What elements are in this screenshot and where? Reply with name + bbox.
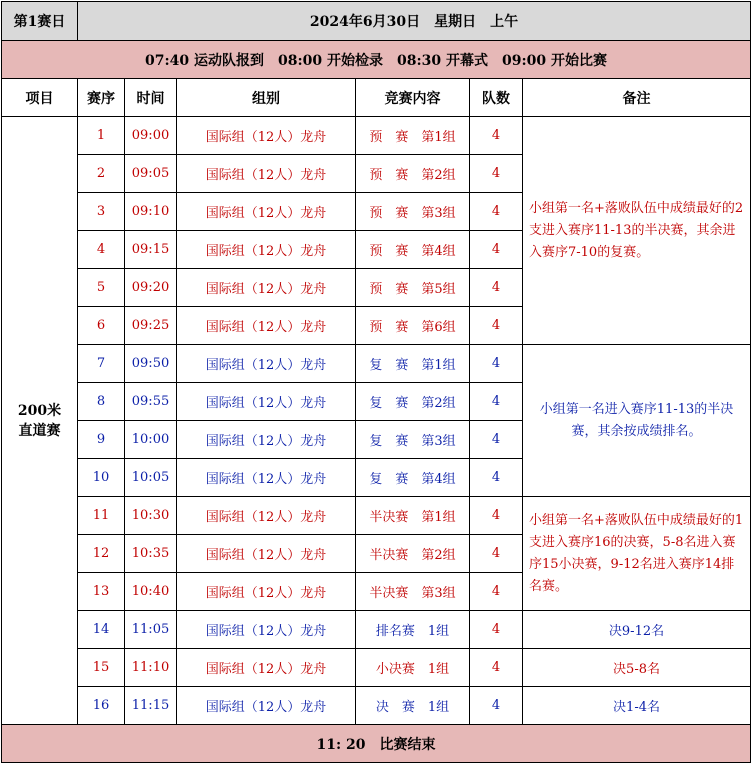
- seq-cell: 16: [78, 687, 125, 725]
- time-cell: 11:05: [125, 611, 177, 649]
- table-row: [2, 345, 751, 383]
- seq-cell: 4: [78, 231, 125, 269]
- day-label: 第1赛日: [2, 2, 78, 41]
- seq-cell: 15: [78, 649, 125, 687]
- seq-cell: 6: [78, 307, 125, 345]
- seq-cell: 9: [78, 421, 125, 459]
- seq-cell: 10: [78, 459, 125, 497]
- content-cell: 预 赛 第2组: [356, 155, 470, 193]
- group-cell: 国际组（12人）龙舟: [177, 687, 356, 725]
- table-row: [2, 611, 751, 649]
- group-cell: 国际组（12人）龙舟: [177, 117, 356, 155]
- teams-cell: 4: [470, 573, 523, 611]
- teams-cell: 4: [470, 307, 523, 345]
- group-cell: 国际组（12人）龙舟: [177, 649, 356, 687]
- col-header-event: 项目: [2, 79, 78, 117]
- teams-cell: 4: [470, 459, 523, 497]
- schedule-line: 07:40 运动队报到 08:00 开始检录 08:30 开幕式 09:00 开始比赛: [2, 41, 751, 79]
- seq-cell: 3: [78, 193, 125, 231]
- time-cell: 11:15: [125, 687, 177, 725]
- teams-cell: 4: [470, 383, 523, 421]
- col-header-seq: 赛序: [78, 79, 125, 117]
- note-repechage: 小组第一名进入赛序11-13的半决赛，其余按成绩排名。: [523, 345, 751, 497]
- time-cell: 09:15: [125, 231, 177, 269]
- content-cell: 半决赛 第2组: [356, 535, 470, 573]
- content-cell: 复 赛 第4组: [356, 459, 470, 497]
- content-cell: 复 赛 第3组: [356, 421, 470, 459]
- content-cell: 复 赛 第2组: [356, 383, 470, 421]
- content-cell: 预 赛 第1组: [356, 117, 470, 155]
- col-header-group: 组别: [177, 79, 356, 117]
- table-row: [2, 687, 751, 725]
- time-cell: 10:35: [125, 535, 177, 573]
- col-header-content: 竞赛内容: [356, 79, 470, 117]
- time-cell: 11:10: [125, 649, 177, 687]
- teams-cell: 4: [470, 155, 523, 193]
- group-cell: 国际组（12人）龙舟: [177, 345, 356, 383]
- time-cell: 09:55: [125, 383, 177, 421]
- table-row: [2, 497, 751, 535]
- content-cell: 决 赛 1组: [356, 687, 470, 725]
- group-cell: 国际组（12人）龙舟: [177, 535, 356, 573]
- col-header-teams: 队数: [470, 79, 523, 117]
- teams-cell: 4: [470, 535, 523, 573]
- teams-cell: 4: [470, 231, 523, 269]
- content-cell: 半决赛 第3组: [356, 573, 470, 611]
- teams-cell: 4: [470, 421, 523, 459]
- title-row: [2, 2, 751, 41]
- seq-cell: 5: [78, 269, 125, 307]
- schedule-row: [2, 41, 751, 79]
- time-cell: 09:05: [125, 155, 177, 193]
- time-cell: 10:05: [125, 459, 177, 497]
- group-cell: 国际组（12人）龙舟: [177, 573, 356, 611]
- teams-cell: 4: [470, 117, 523, 155]
- seq-cell: 1: [78, 117, 125, 155]
- content-cell: 小决赛 1组: [356, 649, 470, 687]
- time-cell: 10:40: [125, 573, 177, 611]
- column-header-row: [2, 79, 751, 117]
- note-small-final: 决5-8名: [523, 649, 751, 687]
- teams-cell: 4: [470, 611, 523, 649]
- group-cell: 国际组（12人）龙舟: [177, 155, 356, 193]
- seq-cell: 11: [78, 497, 125, 535]
- content-cell: 预 赛 第3组: [356, 193, 470, 231]
- teams-cell: 4: [470, 497, 523, 535]
- footer-row: [2, 725, 751, 763]
- seq-cell: 13: [78, 573, 125, 611]
- group-cell: 国际组（12人）龙舟: [177, 497, 356, 535]
- end-line: 11: 20 比赛结束: [2, 725, 751, 763]
- seq-cell: 12: [78, 535, 125, 573]
- group-cell: 国际组（12人）龙舟: [177, 383, 356, 421]
- col-header-notes: 备注: [523, 79, 751, 117]
- time-cell: 09:25: [125, 307, 177, 345]
- group-cell: 国际组（12人）龙舟: [177, 459, 356, 497]
- seq-cell: 14: [78, 611, 125, 649]
- group-cell: 国际组（12人）龙舟: [177, 421, 356, 459]
- group-cell: 国际组（12人）龙舟: [177, 307, 356, 345]
- event-line2: 直道赛: [18, 422, 61, 439]
- schedule-table: [1, 1, 751, 763]
- event-line1: 200米: [17, 402, 62, 419]
- time-cell: 09:10: [125, 193, 177, 231]
- note-final: 决1-4名: [523, 687, 751, 725]
- note-semi: 小组第一名+落败队伍中成绩最好的1支进入赛序16的决赛，5-8名进入赛序15小决赛，9-12名进入赛序14排名赛。: [523, 497, 751, 611]
- content-cell: 排名赛 1组: [356, 611, 470, 649]
- note-ranking: 决9-12名: [523, 611, 751, 649]
- time-cell: 10:30: [125, 497, 177, 535]
- time-cell: 09:00: [125, 117, 177, 155]
- teams-cell: 4: [470, 687, 523, 725]
- col-header-time: 时间: [125, 79, 177, 117]
- seq-cell: 8: [78, 383, 125, 421]
- content-cell: 复 赛 第1组: [356, 345, 470, 383]
- table-row: [2, 117, 751, 155]
- content-cell: 半决赛 第1组: [356, 497, 470, 535]
- group-cell: 国际组（12人）龙舟: [177, 231, 356, 269]
- date-line: 2024年6月30日 星期日 上午: [78, 2, 751, 41]
- teams-cell: 4: [470, 345, 523, 383]
- group-cell: 国际组（12人）龙舟: [177, 611, 356, 649]
- seq-cell: 7: [78, 345, 125, 383]
- group-cell: 国际组（12人）龙舟: [177, 269, 356, 307]
- time-cell: 10:00: [125, 421, 177, 459]
- time-cell: 09:50: [125, 345, 177, 383]
- teams-cell: 4: [470, 269, 523, 307]
- teams-cell: 4: [470, 649, 523, 687]
- content-cell: 预 赛 第5组: [356, 269, 470, 307]
- seq-cell: 2: [78, 155, 125, 193]
- note-prelim: 小组第一名+落败队伍中成绩最好的2支进入赛序11-13的半决赛，其余进入赛序7-10的复赛。: [523, 117, 751, 345]
- content-cell: 预 赛 第4组: [356, 231, 470, 269]
- time-cell: 09:20: [125, 269, 177, 307]
- teams-cell: 4: [470, 193, 523, 231]
- event-cell: [2, 117, 78, 725]
- table-row: [2, 649, 751, 687]
- group-cell: 国际组（12人）龙舟: [177, 193, 356, 231]
- content-cell: 预 赛 第6组: [356, 307, 470, 345]
